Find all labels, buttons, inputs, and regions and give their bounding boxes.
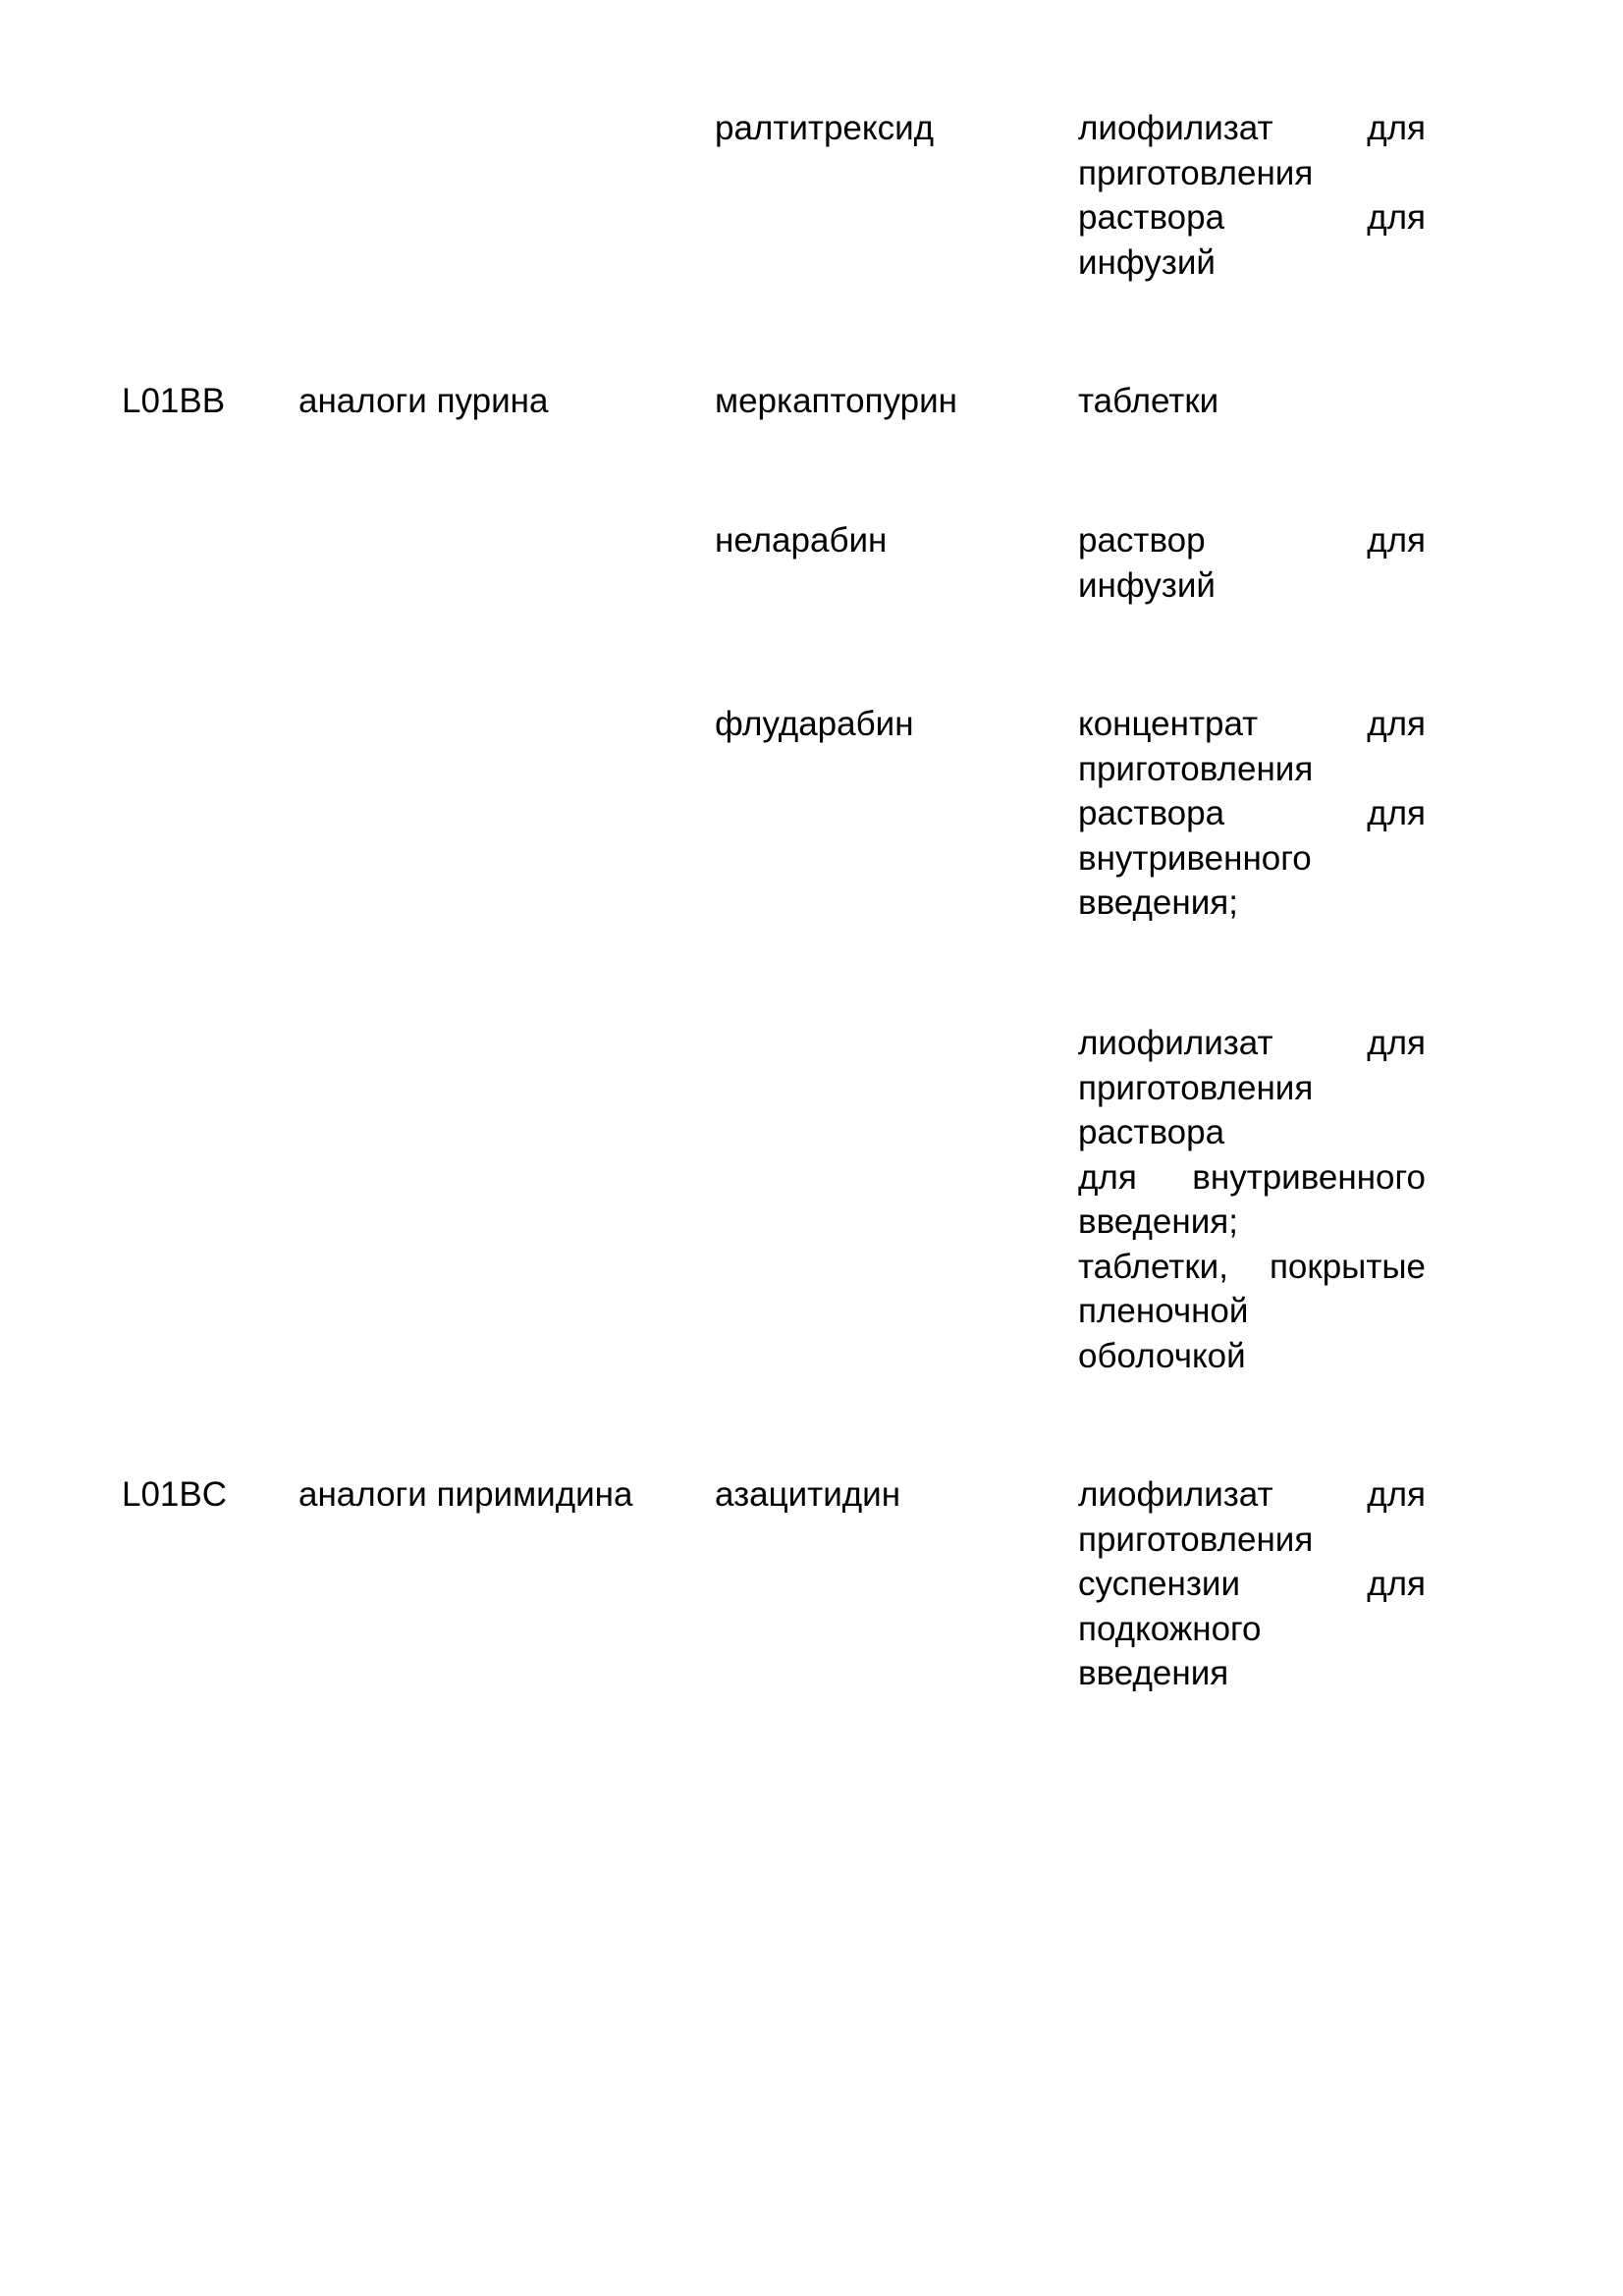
form-word: покрытые: [1269, 1247, 1426, 1286]
form-word: суспензии: [1078, 1565, 1241, 1603]
form-line: [1078, 1066, 1426, 1111]
dosage-form: [1078, 379, 1426, 424]
form-line: [1078, 1200, 1426, 1245]
form-line: [1078, 791, 1426, 836]
form-word: инфузий: [1078, 242, 1216, 282]
form-line: [1078, 1289, 1426, 1334]
dosage-form: [1078, 702, 1426, 926]
atc-code: L01BC: [122, 1475, 228, 1514]
form-line: [1078, 702, 1426, 747]
form-word: внутривенного: [1078, 838, 1312, 878]
form-line: [1078, 1472, 1426, 1518]
form-line: [1078, 106, 1426, 151]
form-line: [1078, 379, 1426, 424]
form-word: приготовления: [1078, 749, 1314, 788]
form-word: оболочкой: [1078, 1336, 1246, 1375]
form-word: инфузий: [1078, 565, 1216, 605]
form-word: таблетки,: [1078, 1247, 1228, 1286]
form-line: [1078, 1155, 1426, 1201]
form-line: [1078, 1651, 1426, 1696]
form-word: для: [1367, 521, 1426, 560]
drug-name: флударабин: [715, 705, 914, 743]
form-word: концентрат: [1078, 705, 1259, 743]
drug-name: меркаптопурин: [715, 382, 957, 420]
form-word: для: [1367, 198, 1426, 237]
form-word: приготовления: [1078, 153, 1314, 192]
form-word: внутривенного: [1192, 1157, 1426, 1197]
form-line: [1078, 1021, 1426, 1066]
form-line: [1078, 563, 1426, 609]
form-word: для: [1367, 1565, 1426, 1603]
form-word: лиофилизат: [1078, 109, 1273, 147]
form-word: лиофилизат: [1078, 1475, 1273, 1514]
form-word: для: [1367, 705, 1426, 743]
form-word: введения;: [1078, 1202, 1238, 1241]
form-word: введения: [1078, 1654, 1229, 1692]
drug-name: неларабин: [715, 521, 888, 560]
form-line: [1078, 747, 1426, 792]
form-word: для: [1367, 794, 1426, 832]
dosage-form: [1078, 106, 1426, 285]
form-word: таблетки: [1078, 382, 1219, 420]
form-line: [1078, 836, 1426, 881]
form-line: [1078, 1607, 1426, 1652]
drug-group: аналоги пиримидина: [298, 1475, 633, 1514]
form-line: [1078, 1245, 1426, 1290]
drug-name: азацитидин: [715, 1475, 901, 1514]
atc-code: L01BB: [122, 382, 226, 420]
form-word: приготовления: [1078, 1068, 1314, 1107]
form-line: [1078, 1562, 1426, 1607]
form-word: для: [1367, 1475, 1426, 1514]
form-word: приготовления: [1078, 1520, 1314, 1559]
form-word: лиофилизат: [1078, 1024, 1273, 1062]
form-word: раствор: [1078, 521, 1206, 560]
drug-group: аналоги пурина: [298, 382, 549, 420]
dosage-form: [1078, 1472, 1426, 1696]
form-line: [1078, 240, 1426, 286]
form-line: [1078, 518, 1426, 563]
dosage-form: [1078, 518, 1426, 608]
form-word: для: [1367, 1024, 1426, 1062]
form-line: [1078, 1110, 1426, 1155]
form-word: для: [1078, 1157, 1137, 1197]
form-word: введения;: [1078, 883, 1238, 922]
dosage-form: [1078, 1021, 1426, 1378]
form-word: раствора: [1078, 794, 1225, 832]
drug-name: ралтитрексид: [715, 109, 935, 147]
form-line: [1078, 1518, 1426, 1563]
form-line: [1078, 151, 1426, 196]
form-word: раствора: [1078, 1113, 1225, 1151]
form-line: [1078, 881, 1426, 926]
form-line: [1078, 195, 1426, 240]
form-word: для: [1367, 109, 1426, 147]
form-word: раствора: [1078, 198, 1225, 237]
form-line: [1078, 1334, 1426, 1379]
form-word: пленочной: [1078, 1292, 1249, 1330]
form-word: подкожного: [1078, 1609, 1262, 1648]
